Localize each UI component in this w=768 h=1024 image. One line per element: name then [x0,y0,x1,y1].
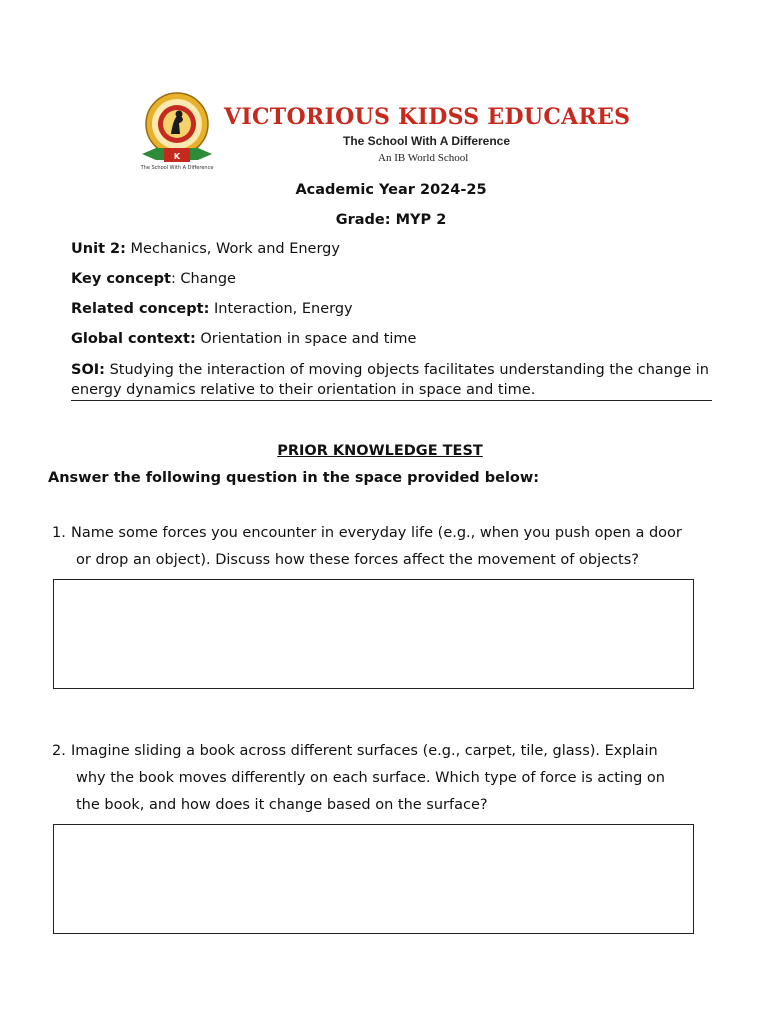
unit-line [71,241,340,257]
academic-year: Academic Year 2024-25 [295,182,487,198]
unit-label: Unit 2: [71,241,126,257]
question-number: 2. [52,743,66,759]
related-concept-value: Interaction, Energy [209,301,353,317]
test-instructions: Answer the following question in the space provided below: [48,470,540,486]
soi-value: Studying the interaction of moving objects facilitates understanding the change in energy dynamics relative to their orientation in space and time. [71,362,709,398]
question-number: 1. [52,525,66,541]
unit-value: Mechanics, Work and Energy [125,241,340,257]
key-concept-label: Key concept [71,271,171,287]
question-text: the book, and how does it change based on the surface? [76,797,488,813]
question-1 [52,520,732,574]
global-context-line [71,331,416,347]
question-text: Imagine sliding a book across different surfaces (e.g., carpet, tile, glass). Explain [71,743,658,759]
soi-line [71,360,711,400]
test-title: PRIOR KNOWLEDGE TEST [277,443,483,459]
question-text: Name some forces you encounter in everyday life (e.g., when you push open a door [71,525,682,541]
divider [71,400,712,401]
question-text: or drop an object). Discuss how these forces affect the movement of objects? [76,552,639,568]
question-2 [52,738,732,819]
school-name: VICTORIOUS KIDSS EDUCARES [224,104,631,130]
key-concept-line [71,271,236,287]
global-context-label: Global context: [71,331,196,347]
grade: Grade: MYP 2 [335,212,447,228]
soi-label: SOI: [71,362,105,378]
question-text: why the book moves differently on each surface. Which type of force is acting on [76,770,665,786]
related-concept-label: Related concept: [71,301,210,317]
school-tagline: The School With A Difference [343,134,511,148]
related-concept-line [71,301,353,317]
logo-tagline: The School With A Difference [140,165,214,171]
global-context-value: Orientation in space and time [195,331,417,347]
school-subtitle: An IB World School [378,152,469,164]
key-concept-value: : Change [170,271,236,287]
svg-text:K: K [173,152,181,161]
answer-box-2[interactable] [53,824,694,934]
answer-box-1[interactable] [53,579,694,689]
school-logo [136,90,218,176]
